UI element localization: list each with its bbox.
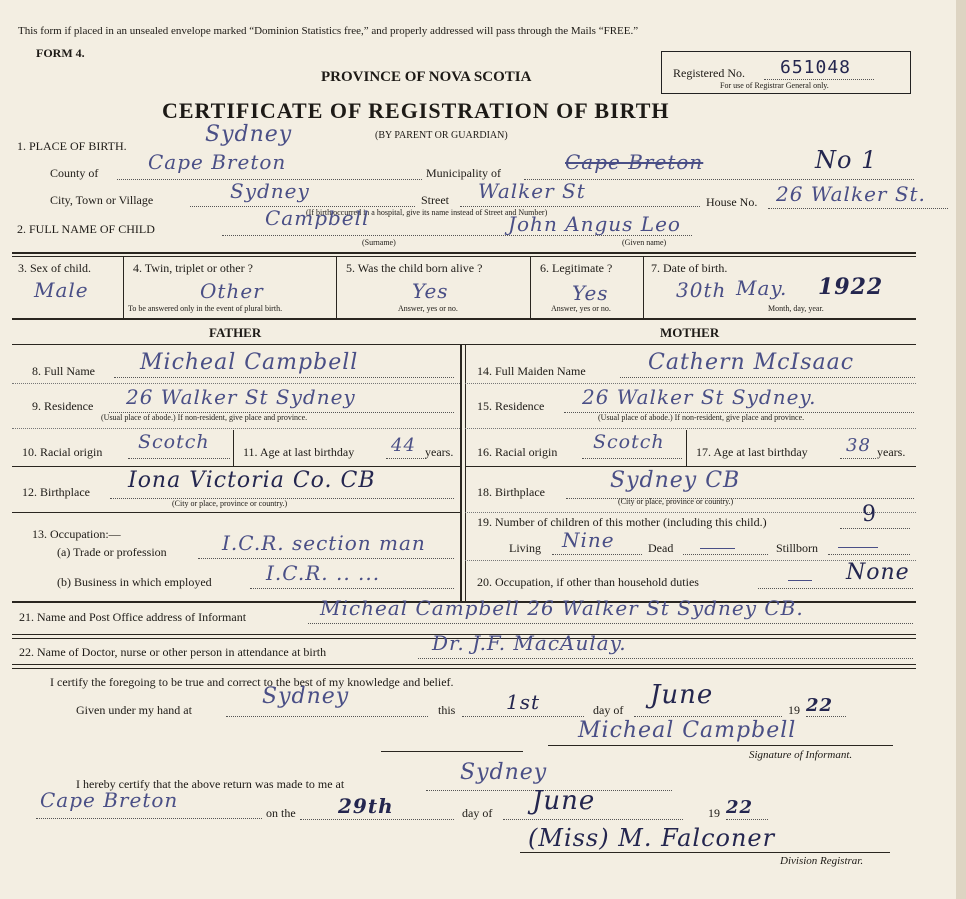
born-alive-note: Answer, yes or no. — [398, 304, 458, 313]
registered-number-box — [661, 51, 911, 94]
birth-month-value: May. — [736, 276, 788, 300]
registrar-signature: (Miss) M. Falconer — [528, 824, 776, 852]
sex-value: Male — [34, 278, 89, 302]
mother-residence-note: (Usual place of abode.) If non-resident, give place and province. — [598, 413, 805, 422]
child-given-value: John Angus Leo — [508, 212, 681, 236]
page-title: CERTIFICATE OF REGISTRATION OF BIRTH — [162, 98, 670, 123]
surname-caption: (Surname) — [362, 238, 396, 247]
registrar-certify-text: I hereby certify that the above return was made to me at — [76, 777, 345, 791]
twin-value: Other — [200, 279, 264, 303]
registrar-day-value: 29th — [338, 794, 394, 818]
mother-racial-label: 16. Racial origin — [477, 445, 558, 459]
this-label: this — [438, 703, 456, 717]
registered-number-label: Registered No. — [673, 66, 745, 80]
house-number-label: House No. — [706, 195, 758, 209]
legitimate-note: Answer, yes or no. — [551, 304, 611, 313]
father-name-value: Micheal Campbell — [140, 350, 359, 375]
father-racial-value: Scotch — [138, 431, 210, 453]
informant-label: 21. Name and Post Office address of Informant — [19, 610, 247, 624]
mother-occupation-label: 20. Occupation, if other than household duties — [477, 575, 699, 589]
informant-value: Micheal Campbell 26 Walker St Sydney CB. — [320, 596, 804, 620]
paper-edge — [956, 0, 966, 899]
place-of-birth-label: 1. PLACE OF BIRTH. — [17, 139, 127, 153]
county-value: Cape Breton — [148, 150, 287, 174]
father-residence-value: 26 Walker St Sydney — [126, 385, 356, 409]
children-count-label: 19. Number of children of this mother (including this child.) — [477, 515, 767, 529]
business-value: I.C.R. .. ... — [266, 561, 381, 585]
father-racial-label: 10. Racial origin — [22, 445, 103, 459]
informant-signature: Micheal Campbell — [578, 718, 797, 743]
twin-label: 4. Twin, triplet or other ? — [133, 261, 253, 275]
mother-birthplace-label: 18. Birthplace — [477, 485, 545, 499]
certify-year-prefix: 19 — [788, 703, 800, 717]
father-heading: FATHER — [209, 325, 262, 340]
hospital-note: (If birth occurred in a hospital, give its name instead of Street and Number) — [306, 208, 548, 217]
trade-label: (a) Trade or profession — [57, 545, 167, 559]
place-of-birth-value: Sydney — [205, 122, 293, 147]
certify-year-value: 22 — [806, 695, 834, 716]
municipality-label: Municipality of — [426, 166, 501, 180]
father-residence-note: (Usual place of abode.) If non-resident, give place and province. — [101, 413, 308, 422]
registrar-county-value: Cape Breton — [40, 788, 179, 812]
registrar-on-label: on the — [266, 806, 296, 820]
mother-age-unit: years. — [877, 445, 906, 459]
doctor-label: 22. Name of Doctor, nurse or other person in attendance at birth — [19, 645, 327, 659]
birth-day-value: 30th — [676, 278, 727, 302]
mother-birthplace-value: Sydney CB — [610, 468, 741, 493]
father-age-value: 44 — [391, 435, 416, 456]
given-name-caption: (Given name) — [622, 238, 667, 247]
mother-residence-value: 26 Walker St Sydney. — [582, 385, 817, 409]
mother-name-value: Cathern McIsaac — [648, 350, 855, 375]
mother-age-value: 38 — [846, 435, 871, 456]
city-value: Sydney — [230, 179, 310, 203]
date-of-birth-note: Month, day, year. — [768, 304, 824, 313]
street-label: Street — [421, 193, 449, 207]
living-value: Nine — [562, 528, 615, 552]
certify-month-value: June — [650, 680, 714, 710]
certify-text: I certify the foregoing to be true and correct to the best of my knowledge and belief. — [50, 675, 454, 689]
dead-label: Dead — [648, 541, 674, 555]
county-label: County of — [50, 166, 99, 180]
mother-racial-value: Scotch — [593, 431, 665, 453]
certify-day-value: 1st — [506, 690, 541, 714]
trade-value: I.C.R. section man — [222, 531, 426, 555]
registrar-place-value: Sydney — [460, 760, 548, 785]
street-value: Walker St — [478, 179, 586, 203]
registrar-month-value: June — [532, 786, 596, 816]
sex-label: 3. Sex of child. — [18, 261, 91, 275]
province-heading: PROVINCE OF NOVA SCOTIA — [321, 69, 532, 85]
twin-note: To be answered only in the event of plural birth. — [128, 304, 283, 313]
house-number-value: 26 Walker St. — [776, 182, 926, 206]
legitimate-value: Yes — [572, 281, 609, 305]
father-name-label: 8. Full Name — [32, 364, 95, 378]
form-number: FORM 4. — [36, 46, 85, 60]
living-label: Living — [509, 541, 541, 555]
father-birthplace-value: Iona Victoria Co. CB — [128, 468, 376, 493]
mother-age-label: 17. Age at last birthday — [696, 445, 808, 459]
business-label: (b) Business in which employed — [57, 575, 212, 589]
registrar-year-prefix: 19 — [708, 806, 720, 820]
child-name-label: 2. FULL NAME OF CHILD — [17, 222, 155, 236]
father-age-unit: years. — [425, 445, 454, 459]
children-count-value: 9 — [862, 502, 877, 527]
given-place-value: Sydney — [262, 684, 350, 709]
birth-year-value: 1922 — [818, 274, 884, 300]
legitimate-label: 6. Legitimate ? — [540, 261, 613, 275]
registrar-dayof-label: day of — [462, 806, 493, 820]
page-subtitle: (BY PARENT OR GUARDIAN) — [375, 130, 508, 141]
informant-signature-caption: Signature of Informant. — [749, 749, 853, 761]
father-age-label: 11. Age at last birthday — [243, 445, 355, 459]
municipality-struck-value: Cape Breton — [565, 150, 704, 174]
given-under-label: Given under my hand at — [76, 703, 192, 717]
mother-occupation-value: None — [846, 560, 910, 585]
father-birthplace-note: (City or place, province or country.) — [172, 499, 288, 508]
father-residence-label: 9. Residence — [32, 399, 94, 413]
city-label: City, Town or Village — [50, 193, 154, 207]
municipality-value: No 1 — [815, 146, 878, 174]
registered-number-value: 651048 — [780, 57, 852, 78]
registrar-year-value: 22 — [726, 797, 754, 818]
certify-dayof-label: day of — [593, 703, 624, 717]
registrar-signature-caption: Division Registrar. — [780, 855, 864, 867]
born-alive-label: 5. Was the child born alive ? — [346, 261, 483, 275]
child-surname-value: Campbell — [265, 206, 370, 230]
occupation-label: 13. Occupation:— — [32, 527, 121, 541]
born-alive-value: Yes — [412, 279, 449, 303]
mother-name-label: 14. Full Maiden Name — [477, 364, 586, 378]
mother-residence-label: 15. Residence — [477, 399, 545, 413]
doctor-value: Dr. J.F. MacAulay. — [432, 631, 627, 655]
registrar-use-note: For use of Registrar General only. — [720, 81, 829, 90]
mother-heading: MOTHER — [660, 325, 720, 340]
date-of-birth-label: 7. Date of birth. — [651, 261, 728, 275]
mail-notice: This form if placed in an unsealed envelope marked “Dominion Statistics free,” and properly addressed will pass through the Mails “FREE.” — [18, 25, 639, 37]
father-birthplace-label: 12. Birthplace — [22, 485, 90, 499]
stillborn-label: Stillborn — [776, 541, 819, 555]
mother-birthplace-note: (City or place, province or country.) — [618, 497, 734, 506]
